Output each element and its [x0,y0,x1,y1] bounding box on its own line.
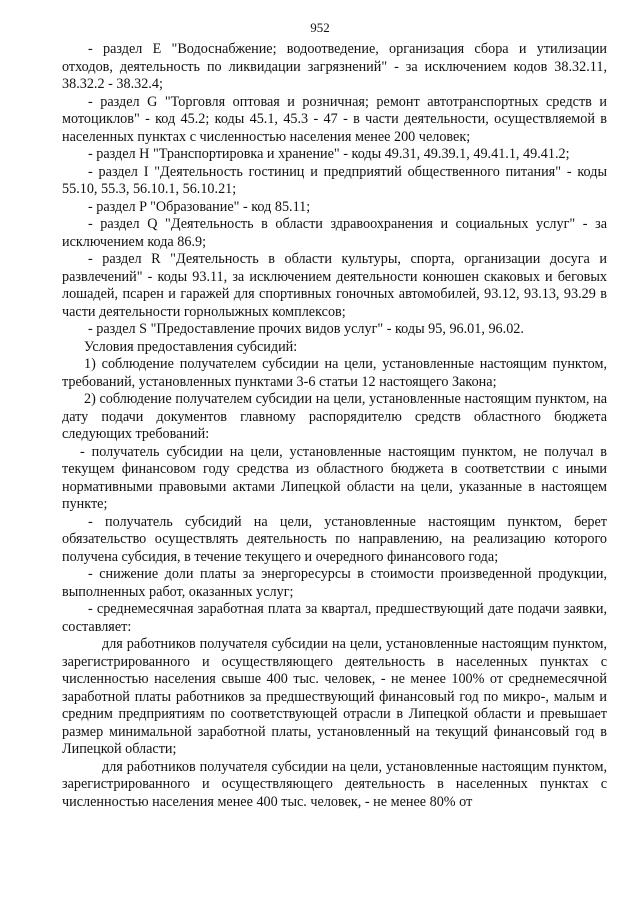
paragraph-section-h: - раздел H "Транспортировка и хранение" - коды 49.31, 49.39.1, 49.41.1, 49.41.2; [88,146,570,162]
paragraph-conditions-heading: Условия предоставления субсидий: [84,338,298,355]
paragraph-requirement-no-funding: - получатель субсидии на цели, установленные настоящим пунктом, не получал в текущем финансовом году средства из областного бюджета в соответствии с иными нормативными правовыми актами Липецкой области на цели, указанные в настоящем пункте; [62,443,607,512]
paragraph-section-r: - раздел R "Деятельность в области культуры, спорта, организации досуга и развлечений" - коды 93.11, за исключением деятельности конюшен скаковых и беговых лошадей, псарен и гаражей для спортивных гоночных автомобилей, 93.12, 93.13, 93.29 в части деятельности горнолыжных комплексов; [62,251,607,320]
paragraph-salary-over-400k: для работников получателя субсидии на цели, установленные настоящим пунктом, зарегистрированного и осуществляющего деятельность в населенных пунктах с численностью населения свыше 400 тыс. человек, - не менее 100% от среднемесячной заработной платы работников за предшествующий финансовый год по микро-, малым и средним предприятиям по соответствующей отрасли в Липецкой области и превышает размер минимальной заработной платы, установленный на текущий финансовый год в Липецкой области; [62,636,607,757]
paragraph-section-g: - раздел G "Торговля оптовая и розничная; ремонт автотранспортных средств и мотоциклов" - код 45.2; коды 45.1, 45.3 - 47 - в части деятельности, осуществляемой в населенных пунктах с численностью населения менее 200 человек; [62,93,607,145]
paragraph-requirement-obligation: - получатель субсидий на цели, установленные настоящим пунктом, берет обязательство осуществлять деятельность по направлению, на реализацию которого получена субсидия, в течение текущего и очередного финансового года; [62,513,607,565]
document-body [62,41,607,811]
paragraph-section-q: - раздел Q "Деятельность в области здравоохранения и социальных услуг" - за исключением кода 86.9; [62,216,607,250]
paragraph-section-p: - раздел P "Образование" - код 85.11; [88,198,311,215]
page-number: 952 [310,20,330,35]
paragraph-condition-1: 1) соблюдение получателем субсидии на цели, установленные настоящим пунктом, требований, установленных пунктами 3-6 статьи 12 настоящего Закона; [62,356,607,390]
paragraph-section-e: - раздел E "Водоснабжение; водоотведение, организация сбора и утилизации отходов, деятельность по ликвидации загрязнений" - за исключением кодов 38.32.11, 38.32.2 - 38.32.4; [62,41,607,92]
paragraph-section-s: - раздел S "Предоставление прочих видов услуг" - коды 95, 96.01, 96.02. [88,321,524,337]
paragraph-section-i: - раздел I "Деятельность гостиниц и предприятий общественного питания" - коды 55.10, 55.3, 56.10.1, 56.10.21; [62,163,607,197]
paragraph-condition-2: 2) соблюдение получателем субсидии на цели, установленные настоящим пунктом, на дату подачи документов главному распорядителю средств областного бюджета следующих требований: [62,391,607,442]
paragraph-salary-under-400k: для работников получателя субсидии на цели, установленные настоящим пунктом, зарегистрированного и осуществляющего деятельность в населенных пунктах с численностью населения менее 400 тыс. человек, - не менее 80% от [62,758,607,810]
paragraph-requirement-salary: - среднемесячная заработная плата за квартал, предшествующий дате подачи заявки, составляет: [62,601,607,635]
paragraph-requirement-energy: - снижение доли платы за энергоресурсы в стоимости произведенной продукции, выполненных работ, оказанных услуг; [62,566,607,600]
